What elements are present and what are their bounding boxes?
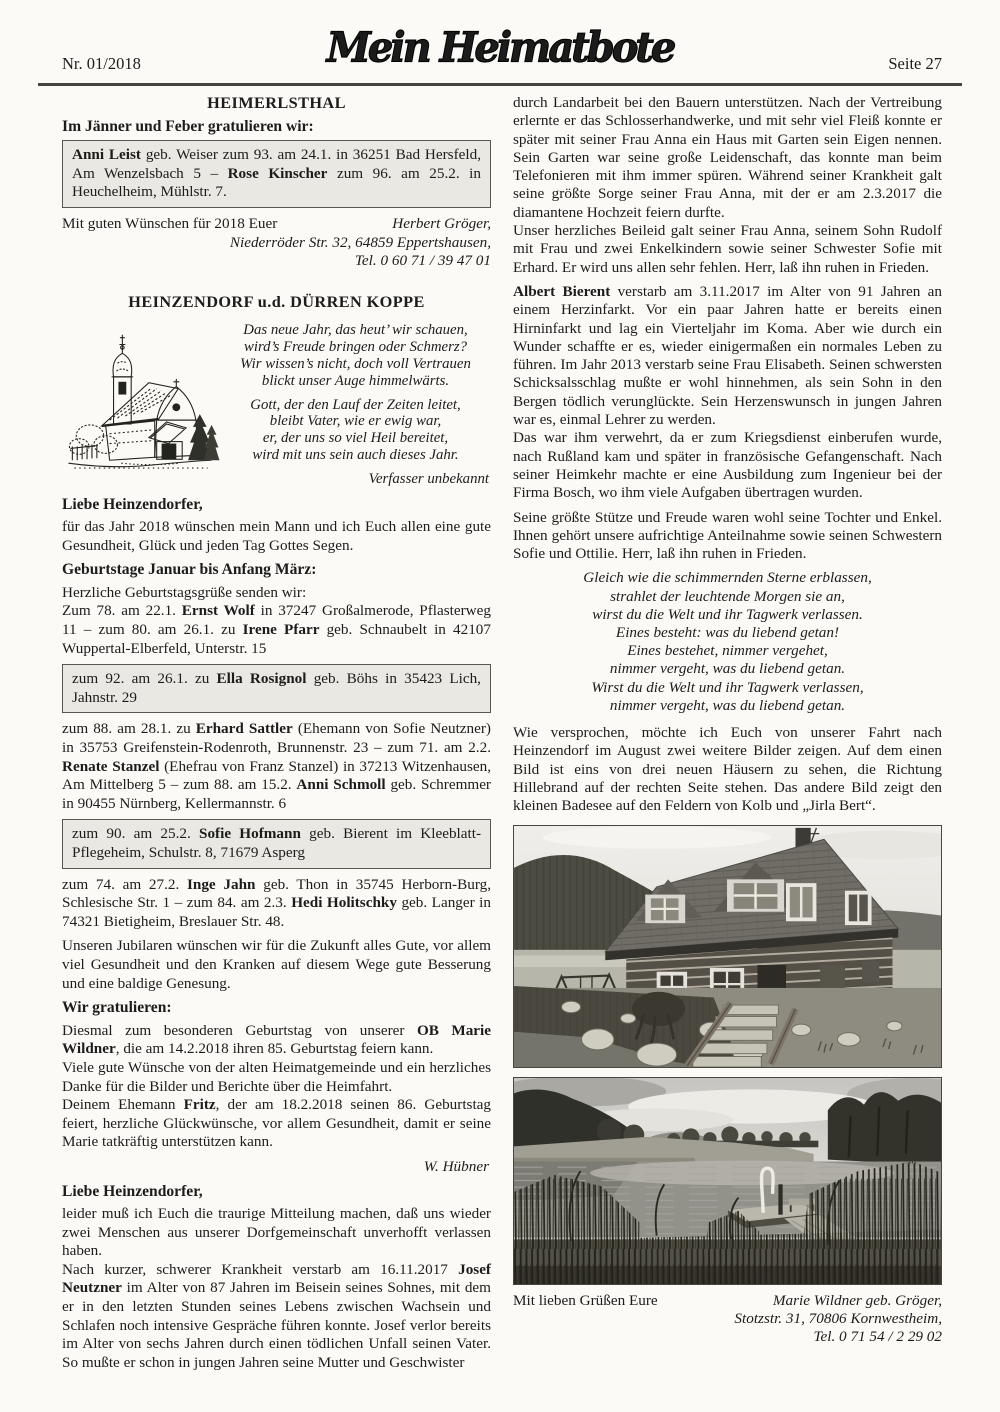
lake-photo	[513, 1077, 942, 1285]
church-sketch-image	[62, 320, 220, 472]
caption-author-address: Stotzstr. 31, 70806 Kornwestheim, Tel. 0 71 54 / 2 29 02	[734, 1309, 942, 1346]
caption-author-name: Marie Wildner geb. Gröger,	[772, 1291, 942, 1309]
author-name: Herbert Gröger,	[392, 214, 491, 232]
church-illustration	[62, 320, 220, 487]
wishes-text: Mit guten Wünschen für 2018 Euer	[62, 214, 278, 232]
albert-bierent-paragraph-2: Das war ihm verwehrt, da er zum Kriegsdienst einberufen wurde, nach Rußland kam und später in französische Gefangenschaft. Nach seiner Heimkehr machte er eine Ausbildung zum Ingenieur bei der Firma Bosch, wo ihm viele Aufgaben übertragen wurden.	[513, 429, 942, 502]
house-photo-image	[514, 826, 941, 1067]
congrats-paragraph-1: Diesmal zum besonderen Geburtstag von unserer OB Marie Wildner, die am 14.2.2018 ihren 85. Geburtstag feiern kann.	[62, 1021, 491, 1058]
birthdays-paragraph-3: zum 74. am 27.2. Inge Jahn geb. Thon in 35745 Herborn-Burg, Schlesische Str. 1 – zum 84. am 2.3. Hedi Holitschky geb. Langer in 74321 Bietigheim, Breslauer Str. 48.	[62, 875, 491, 930]
obituary-paragraph-2: Nach kurzer, schwerer Krankheit verstarb am 16.11.2017 Josef Neutzner im Alter von 87 Jahren im Beisein seines Sohnes, mit dem er in den letzten Stunden seines Lebens zwischen Wachsein und Schlafen noch intensive Gespräche führen konnte. Josef verlor bereits im Alter von sechs Jahren durch einen tödlichen Unfall seinen Vater. So mußte er schon in jungen Jahren seine Mutter und Geschwister	[62, 1260, 491, 1371]
church-poem-block	[62, 320, 491, 487]
josef-obituary-continued: durch Landarbeit bei den Bauern unterstützen. Nach der Vertreibung erlernte er das Schlosserhandwerke, und mit sehr viel Fleiß konnte er später mit seiner Frau Anna ein Haus mit Garten sein Eigen nennen. Sein Garten war seine große Leidenschaft, das konnte man beim Telefonieren mit ihm immer spüren. Während seiner Krankheit galt seine größte Sorge seiner Frau Anna, mit der er am 2.3.2017 die diamantene Hochzeit feiern durfte.	[513, 94, 942, 221]
left-column	[62, 94, 491, 1378]
house-photo	[513, 825, 942, 1068]
caption-greeting: Mit lieben Grüßen Eure	[513, 1291, 658, 1309]
congrats-paragraph-3: Deinem Ehemann Fritz, der am 18.2.2018 seinen 86. Geburtstag feiert, herzliche Glückwünsche, vor allem Gesundheit, damit er seine Marie tatkräftig unterstützen kann.	[62, 1096, 492, 1151]
highlight-box-anni-leist: Anni Leist geb. Weiser zum 93. am 24.1. in 36251 Bad Hersfeld, Am Wenzelsbach 5 – Rose Kinscher zum 96. am 25.2. in Heuchelheim, Mühlstr. 7.	[62, 140, 491, 208]
author-address: Niederröder Str. 32, 64859 Eppertshausen, Tel. 0 60 71 / 39 47 01	[229, 233, 491, 270]
birthdays-intro: Herzliche Geburtstagsgrüße senden wir:	[62, 583, 307, 601]
page-number: Seite 27	[888, 54, 942, 73]
highlight-box-sofie-hofmann: zum 90. am 25.2. Sofie Hofmann geb. Bierent im Kleeblatt-Pflegeheim, Schulstr. 8, 71679 Asperg	[62, 819, 491, 868]
signature-w-huebner: W. Hübner	[423, 1157, 489, 1175]
masthead-logo: Mein Heimatbote	[326, 23, 674, 72]
greeting-paragraph: für das Jahr 2018 wünschen mein Mann und ich Euch allen eine gute Gesundheit, Glück und jeden Tag Gottes Segen.	[62, 518, 491, 554]
poem-stanza-1: Das neue Jahr, das heut’ wir schauen, wird’s Freude bringen oder Schmerz? Wir wissen’s nicht, doch voll Vertrauen blickt unser Auge himmelwärts.	[240, 322, 471, 389]
albert-condolence-paragraph: Seine größte Stütze und Freude waren wohl seine Tochter und Enkel. Ihnen gehört unsere aufrichtige Anteilnahme sowie seinen Schwestern Sofie und Ottilie. Herr, laß ihn ruhen in Frieden.	[513, 508, 942, 563]
right-column	[513, 94, 942, 1346]
birthdays-heading: Geburtstage Januar bis Anfang März:	[62, 561, 317, 579]
photo-caption-block	[513, 1292, 942, 1347]
poem-attribution: Verfasser unbekannt	[368, 470, 489, 487]
congrats-intro-jaenner: Im Jänner und Feber gratulieren wir:	[62, 117, 314, 135]
obituary-paragraph-1: leider muß ich Euch die traurige Mitteilung machen, daß uns wieder zwei Menschen aus unserer Dorfgemeinschaft unverhofft verlassen haben.	[62, 1205, 491, 1260]
congrats-paragraph-2: Viele gute Wünsche von der alten Heimatgemeinde und ein herzliches Danke für die Bilder und Berichte über die Heimfahrt.	[62, 1058, 491, 1095]
photos-intro-paragraph: Wie versprochen, möchte ich Euch von unserer Fahrt nach Heinzendorf im August zwei weitere Bilder zeigen. Auf dem einen Bild ist eins von drei neuen Häusern zu sehen, die Richtung Hillebrand auf der rechten Seite stehen. Das andere Bild zeigt den kleinen Badesee auf den Feldern von Kolb und „Jirla Bert“.	[513, 724, 942, 815]
memorial-poem: Gleich wie die schimmernden Sterne erblassen, strahlet der leuchtende Morgen sie an, wirst du die Welt und ihr Tagwerk verlassen. Eines besteht: was du liebend getan! Eines bestehet, nimmer vergehet, nimmer vergeht, was du liebend getan. Wirst du die Welt und ihr Tagwerk verlassen, nimmer vergeht, was du liebend getan.	[583, 569, 872, 714]
highlight-box-ella-rosignol: zum 92. am 26.1. zu Ella Rosignol geb. Böhs in 35423 Lich, Jahnstr. 29	[62, 664, 491, 713]
issue-number: Nr. 01/2018	[62, 54, 141, 73]
greeting-heading: Liebe Heinzendorfer,	[62, 495, 203, 513]
birthdays-paragraph-2: zum 88. am 28.1. zu Erhard Sattler (Ehemann von Sofie Neutzner) in 35753 Greifenstein-Rodenroth, Brunnenstr. 23 – zum 71. am 2.2. Renate Stanzel (Ehefrau von Franz Stanzel) in 37213 Witzenhausen, Am Mittelberg 5 – zum 88. am 15.2. Anni Schmoll geb. Schremmer in 90455 Nürnberg, Kellermannstr. 6	[62, 720, 491, 812]
obituary-heading: Liebe Heinzendorfer,	[62, 1182, 203, 1200]
poem-stanza-2: Gott, der den Lauf der Zeiten leitet, bleibt Vater, wie er ewig war, er, der uns so viel Heil bereitet, wird mit uns sein auch dieses Jahr.	[250, 396, 461, 463]
jubilare-paragraph: Unseren Jubilaren wünschen wir für die Zukunft alles Gute, vor allem viel Gesundheit und den Kranken auf diesem Wege gute Besserung und eine baldige Genesung.	[62, 937, 491, 992]
congrats-heading: Wir gratulieren:	[62, 999, 172, 1017]
josef-condolence-paragraph: Unser herzliches Beileid galt seiner Frau Anna, seinem Sohn Rudolf mit Frau und zwei Enkelkindern sowie seiner Schwester Sofie mit Erhard. Er wird uns allen sehr fehlen. Herr, laß ihn ruhen in Frieden.	[513, 222, 942, 276]
header-rule	[38, 83, 962, 86]
wishes-block	[62, 215, 491, 271]
albert-bierent-paragraph: Albert Bierent verstarb am 3.11.2017 im Alter von 91 Jahren an einem Herzinfarkt. Vor ein paar Jahren hatte er bereits einen Hirninfarkt und lag ein Vierteljahr im Koma. Aber wie durch ein Wunder schaffte er es, wieder einigermaßen ein normales Leben zu führen. Im Jahr 2013 verstarb seine Frau Elisabeth. Seinen schwersten Schicksalsschlag mußte er wohl hinnehmen, als sein Sohn in den Bergen tödlich verunglückte. Sein Herzenswunsch in jungen Jahren war es, einmal Lehrer zu werden.	[513, 282, 942, 429]
section-title-heimerlsthal: HEIMERLSTHAL	[207, 93, 346, 112]
lake-photo-image	[514, 1078, 941, 1284]
new-year-poem	[220, 320, 491, 487]
section-title-heinzendorf: HEINZENDORF u.d. DÜRREN KOPPE	[128, 291, 425, 311]
birthdays-paragraph-1: Zum 78. am 22.1. Ernst Wolf in 37247 Großalmerode, Pflasterweg 11 – zum 80. am 26.1. zu Irene Pfarr geb. Schnaubelt in 42107 Wuppertal-Elberfeld, Unterstr. 15	[62, 602, 491, 657]
